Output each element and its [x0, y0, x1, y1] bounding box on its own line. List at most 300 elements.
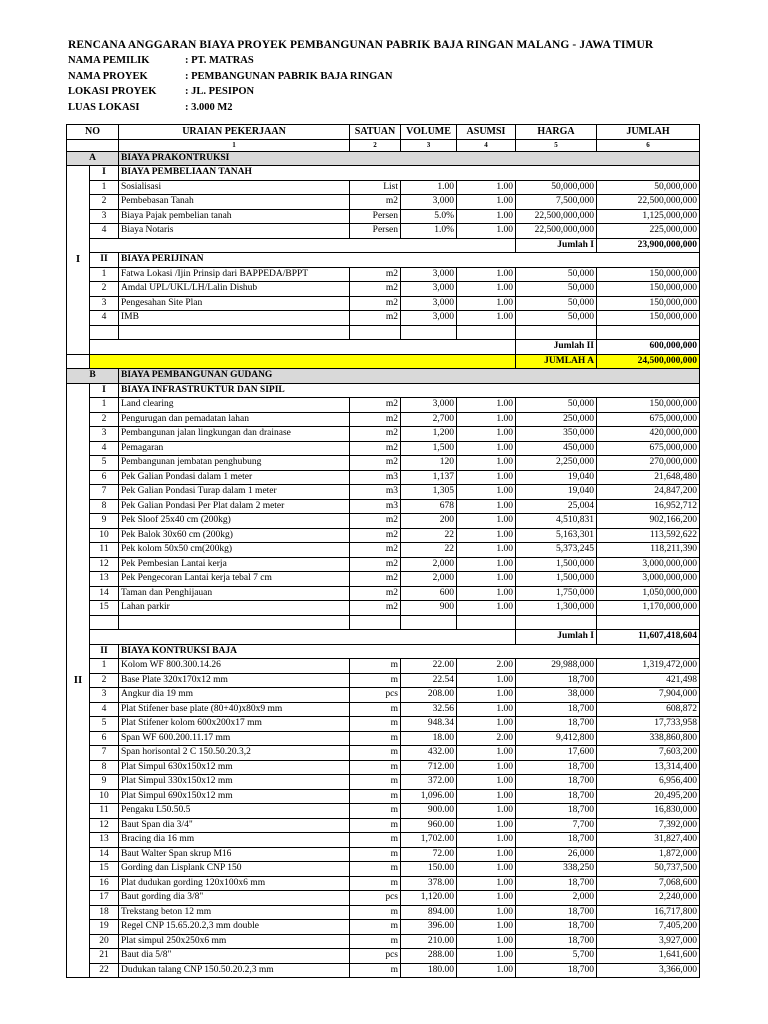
item-amount: 2,240,000	[597, 891, 700, 906]
table-row	[67, 775, 700, 790]
col-index: 6	[597, 139, 700, 151]
group-label: I	[67, 166, 90, 355]
item-unit: m	[350, 775, 401, 790]
item-amount: 50,000,000	[597, 180, 700, 195]
header-field-owner	[68, 53, 653, 69]
table-header-row	[67, 125, 700, 140]
item-volume: 22	[401, 543, 457, 558]
table-row	[67, 601, 700, 616]
item-price: 1,750,000	[516, 586, 597, 601]
item-assumption: 1.00	[457, 311, 516, 326]
item-amount: 17,733,958	[597, 717, 700, 732]
item-assumption: 2.00	[457, 659, 516, 674]
item-number: 4	[90, 702, 119, 717]
item-description: Pek kolom 50x50 cm(200kg)	[119, 543, 350, 558]
item-amount: 420,000,000	[597, 427, 700, 442]
subsection-row	[67, 383, 700, 398]
item-number: 5	[90, 456, 119, 471]
item-assumption: 1.00	[457, 862, 516, 877]
item-description: Plat Simpul 690x150x12 mm	[119, 789, 350, 804]
table-row	[67, 963, 700, 978]
table-row	[67, 470, 700, 485]
item-unit: m	[350, 659, 401, 674]
item-number: 10	[90, 528, 119, 543]
item-volume: 2,700	[401, 412, 457, 427]
item-number: 16	[90, 876, 119, 891]
header-field-location	[68, 84, 653, 100]
item-price: 50,000	[516, 282, 597, 297]
item-description: Bracing dia 16 mm	[119, 833, 350, 848]
item-price: 19,040	[516, 485, 597, 500]
item-assumption: 1.00	[457, 499, 516, 514]
item-unit: m	[350, 818, 401, 833]
subsection-title: BIAYA KONTRUKSI BAJA	[119, 644, 700, 659]
item-amount: 7,603,200	[597, 746, 700, 761]
item-unit: List	[350, 180, 401, 195]
item-description: Baut Span dia 3/4"	[119, 818, 350, 833]
item-volume: 372.00	[401, 775, 457, 790]
item-assumption: 1.00	[457, 804, 516, 819]
item-description: Pek Galian Pondasi dalam 1 meter	[119, 470, 350, 485]
table-row	[67, 731, 700, 746]
item-volume: 678	[401, 499, 457, 514]
item-unit: m2	[350, 282, 401, 297]
item-volume: 3,000	[401, 267, 457, 282]
item-price: 18,700	[516, 833, 597, 848]
item-description: Pek Galian Pondasi Per Plat dalam 2 meter	[119, 499, 350, 514]
item-unit: m	[350, 760, 401, 775]
table-row	[67, 586, 700, 601]
blank-cell	[350, 325, 401, 340]
item-description: Gording dan Lisplank CNP 150	[119, 862, 350, 877]
item-number: 14	[90, 847, 119, 862]
item-description: Plat dudukan gording 120x100x6 mm	[119, 876, 350, 891]
item-assumption: 1.00	[457, 209, 516, 224]
item-amount: 1,641,600	[597, 949, 700, 964]
item-description: Pembebasan Tanah	[119, 195, 350, 210]
item-assumption: 1.00	[457, 688, 516, 703]
item-volume: 3,000	[401, 398, 457, 413]
item-price: 18,700	[516, 760, 597, 775]
item-volume: 1.00	[401, 180, 457, 195]
item-volume: 18.00	[401, 731, 457, 746]
item-assumption: 1.00	[457, 180, 516, 195]
item-amount: 338,860,800	[597, 731, 700, 746]
item-description: Trekstang beton 12 mm	[119, 905, 350, 920]
table-row	[67, 760, 700, 775]
item-unit: Persen	[350, 224, 401, 239]
item-amount: 7,904,000	[597, 688, 700, 703]
item-price: 50,000	[516, 311, 597, 326]
blank-cell	[597, 615, 700, 630]
item-description: Base Plate 320x170x12 mm	[119, 673, 350, 688]
item-number: 2	[90, 673, 119, 688]
item-description: Pengurugan dan pemadatan lahan	[119, 412, 350, 427]
item-price: 18,700	[516, 717, 597, 732]
item-amount: 1,319,472,000	[597, 659, 700, 674]
grand-total-row	[67, 354, 700, 369]
total-spacer	[90, 630, 516, 645]
item-description: Pembangunan jalan lingkungan dan drainase	[119, 427, 350, 442]
total-label: Jumlah II	[516, 340, 597, 355]
section-title: BIAYA PRAKONTRUKSI	[119, 151, 700, 166]
col-index: 2	[350, 139, 401, 151]
item-amount: 150,000,000	[597, 282, 700, 297]
item-volume: 396.00	[401, 920, 457, 935]
total-spacer	[90, 340, 516, 355]
item-description: Span horisontal 2 C 150.50.20.3,2	[119, 746, 350, 761]
item-unit: m	[350, 717, 401, 732]
item-volume: 120	[401, 456, 457, 471]
item-volume: 3,000	[401, 195, 457, 210]
subsection-row	[67, 166, 700, 181]
item-price: 1,500,000	[516, 557, 597, 572]
item-volume: 3,000	[401, 296, 457, 311]
blank-row	[67, 325, 700, 340]
total-amount: 23,900,000,000	[597, 238, 700, 253]
item-description: Pengaku L50.50.5	[119, 804, 350, 819]
item-amount: 902,166,200	[597, 514, 700, 529]
item-assumption: 1.00	[457, 775, 516, 790]
item-volume: 900	[401, 601, 457, 616]
item-unit: m	[350, 963, 401, 978]
item-assumption: 1.00	[457, 934, 516, 949]
table-row	[67, 485, 700, 500]
item-description: Plat Simpul 630x150x12 mm	[119, 760, 350, 775]
item-assumption: 1.00	[457, 441, 516, 456]
item-description: Sosialisasi	[119, 180, 350, 195]
table-body	[67, 151, 700, 978]
item-number: 5	[90, 717, 119, 732]
item-price: 1,500,000	[516, 572, 597, 587]
table-row	[67, 499, 700, 514]
item-amount: 3,927,000	[597, 934, 700, 949]
item-volume: 32.56	[401, 702, 457, 717]
item-price: 50,000	[516, 398, 597, 413]
item-assumption: 1.00	[457, 557, 516, 572]
item-description: Lahan parkir	[119, 601, 350, 616]
table-row	[67, 296, 700, 311]
item-volume: 960.00	[401, 818, 457, 833]
item-amount: 22,500,000,000	[597, 195, 700, 210]
item-assumption: 1.00	[457, 891, 516, 906]
col-index: 1	[119, 139, 350, 151]
item-assumption: 1.00	[457, 282, 516, 297]
table-row	[67, 905, 700, 920]
item-number: 9	[90, 514, 119, 529]
table-row	[67, 180, 700, 195]
item-price: 7,700	[516, 818, 597, 833]
item-volume: 288.00	[401, 949, 457, 964]
item-assumption: 1.00	[457, 760, 516, 775]
subsection-number: II	[90, 253, 119, 268]
item-description: Pek Balok 30x60 cm (200kg)	[119, 528, 350, 543]
item-amount: 21,648,480	[597, 470, 700, 485]
item-assumption: 1.00	[457, 514, 516, 529]
item-unit: pcs	[350, 949, 401, 964]
item-number: 6	[90, 470, 119, 485]
item-price: 38,000	[516, 688, 597, 703]
total-label: Jumlah I	[516, 238, 597, 253]
table-row	[67, 267, 700, 282]
blank-cell	[350, 615, 401, 630]
item-unit: m2	[350, 601, 401, 616]
item-unit: m2	[350, 528, 401, 543]
item-amount: 3,000,000,000	[597, 557, 700, 572]
item-volume: 1,137	[401, 470, 457, 485]
item-amount: 16,717,800	[597, 905, 700, 920]
field-label: LOKASI PROYEK	[68, 86, 157, 97]
blank-cell	[457, 325, 516, 340]
group-label-empty	[67, 354, 90, 369]
total-amount: 24,500,000,000	[597, 354, 700, 369]
item-amount: 1,050,000,000	[597, 586, 700, 601]
section-letter: A	[67, 151, 119, 166]
item-assumption: 1.00	[457, 572, 516, 587]
blank-cell	[401, 325, 457, 340]
item-unit: m2	[350, 296, 401, 311]
item-volume: 180.00	[401, 963, 457, 978]
table-row	[67, 514, 700, 529]
item-description: Regel CNP 15.65.20.2,3 mm double	[119, 920, 350, 935]
item-description: Plat Stifener base plate (80+40)x80x9 mm	[119, 702, 350, 717]
item-unit: m2	[350, 311, 401, 326]
item-amount: 7,068,600	[597, 876, 700, 891]
item-amount: 7,392,000	[597, 818, 700, 833]
table-row	[67, 789, 700, 804]
item-price: 4,510,831	[516, 514, 597, 529]
document-title: RENCANA ANGGARAN BIAYA PROYEK PEMBANGUNAN PABRIK BAJA RINGAN MALANG - JAWA TIMUR	[68, 39, 654, 51]
item-volume: 3,000	[401, 311, 457, 326]
table-row	[67, 659, 700, 674]
item-price: 18,700	[516, 673, 597, 688]
item-amount: 7,405,200	[597, 920, 700, 935]
item-description: Pek Pembesian Lantai kerja	[119, 557, 350, 572]
item-description: Amdal UPL/UKL/LH/Lalin Dishub	[119, 282, 350, 297]
item-assumption: 1.00	[457, 296, 516, 311]
item-assumption: 1.00	[457, 949, 516, 964]
subtotal-row	[67, 340, 700, 355]
item-unit: m	[350, 876, 401, 891]
item-description: Pengesahan Site Plan	[119, 296, 350, 311]
item-price: 5,700	[516, 949, 597, 964]
item-price: 18,700	[516, 804, 597, 819]
item-assumption: 1.00	[457, 833, 516, 848]
col-header: ASUMSI	[457, 125, 516, 140]
item-price: 350,000	[516, 427, 597, 442]
total-spacer	[90, 238, 516, 253]
item-amount: 3,000,000,000	[597, 572, 700, 587]
item-assumption: 1.00	[457, 746, 516, 761]
item-assumption: 1.00	[457, 456, 516, 471]
item-unit: m2	[350, 398, 401, 413]
col-header: NO	[67, 125, 119, 140]
subtotal-row	[67, 238, 700, 253]
item-volume: 900.00	[401, 804, 457, 819]
table-row	[67, 398, 700, 413]
subsection-title: BIAYA PERIJINAN	[119, 253, 700, 268]
table-row	[67, 209, 700, 224]
item-price: 5,373,245	[516, 543, 597, 558]
item-assumption: 1.00	[457, 920, 516, 935]
item-volume: 894.00	[401, 905, 457, 920]
table-row	[67, 673, 700, 688]
item-unit: Persen	[350, 209, 401, 224]
item-number: 2	[90, 412, 119, 427]
item-number: 4	[90, 441, 119, 456]
item-unit: m2	[350, 441, 401, 456]
item-number: 6	[90, 731, 119, 746]
item-unit: m2	[350, 427, 401, 442]
item-volume: 22.00	[401, 659, 457, 674]
item-description: Biaya Notaris	[119, 224, 350, 239]
item-number: 7	[90, 746, 119, 761]
item-number: 7	[90, 485, 119, 500]
table-row	[67, 934, 700, 949]
table-row	[67, 528, 700, 543]
item-assumption: 1.00	[457, 267, 516, 282]
table-row	[67, 543, 700, 558]
item-number: 11	[90, 543, 119, 558]
item-number: 8	[90, 499, 119, 514]
blank-cell	[90, 325, 119, 340]
table-row	[67, 847, 700, 862]
blank-cell	[119, 325, 350, 340]
item-volume: 208.00	[401, 688, 457, 703]
item-price: 338,250	[516, 862, 597, 877]
item-description: Pemagaran	[119, 441, 350, 456]
total-amount: 600,000,000	[597, 340, 700, 355]
item-amount: 225,000,000	[597, 224, 700, 239]
item-number: 2	[90, 282, 119, 297]
item-volume: 432.00	[401, 746, 457, 761]
item-description: Baut dia 5/8"	[119, 949, 350, 964]
field-value: : 3.000 M2	[185, 101, 233, 113]
item-description: Baut gording dia 3/8"	[119, 891, 350, 906]
item-amount: 16,952,712	[597, 499, 700, 514]
blank-cell	[597, 325, 700, 340]
item-amount: 20,495,200	[597, 789, 700, 804]
header-field-project	[68, 69, 653, 85]
item-description: Fatwa Lokasi /Ijin Prinsip dari BAPPEDA/BPPT	[119, 267, 350, 282]
item-price: 25,004	[516, 499, 597, 514]
item-unit: m2	[350, 267, 401, 282]
blank-row	[67, 615, 700, 630]
item-description: Land clearing	[119, 398, 350, 413]
item-price: 50,000	[516, 267, 597, 282]
blank-cell	[457, 615, 516, 630]
table-row	[67, 717, 700, 732]
table-row	[67, 224, 700, 239]
item-number: 11	[90, 804, 119, 819]
item-assumption: 1.00	[457, 224, 516, 239]
item-assumption: 2.00	[457, 731, 516, 746]
item-assumption: 1.00	[457, 905, 516, 920]
col-index: 4	[457, 139, 516, 151]
item-description: Taman dan Penghijauan	[119, 586, 350, 601]
table-row	[67, 688, 700, 703]
table-row	[67, 412, 700, 427]
item-amount: 150,000,000	[597, 296, 700, 311]
item-description: Plat simpul 250x250x6 mm	[119, 934, 350, 949]
item-price: 18,700	[516, 789, 597, 804]
item-number: 12	[90, 557, 119, 572]
item-price: 18,700	[516, 963, 597, 978]
col-header: HARGA	[516, 125, 597, 140]
section-row	[67, 369, 700, 384]
item-assumption: 1.00	[457, 673, 516, 688]
item-number: 9	[90, 775, 119, 790]
item-assumption: 1.00	[457, 818, 516, 833]
item-unit: m	[350, 847, 401, 862]
section-letter: B	[67, 369, 119, 384]
item-assumption: 1.00	[457, 702, 516, 717]
item-unit: m2	[350, 543, 401, 558]
item-number: 21	[90, 949, 119, 964]
item-volume: 600	[401, 586, 457, 601]
item-number: 18	[90, 905, 119, 920]
item-unit: m2	[350, 456, 401, 471]
item-amount: 16,830,000	[597, 804, 700, 819]
column-index-row	[67, 139, 700, 151]
item-unit: m2	[350, 195, 401, 210]
field-value: : JL. PESIPON	[185, 86, 255, 97]
item-number: 14	[90, 586, 119, 601]
item-description: Angkur dia 19 mm	[119, 688, 350, 703]
table-row	[67, 876, 700, 891]
item-amount: 31,827,400	[597, 833, 700, 848]
table-row	[67, 804, 700, 819]
item-number: 8	[90, 760, 119, 775]
item-volume: 1.0%	[401, 224, 457, 239]
table-row	[67, 920, 700, 935]
table-row	[67, 557, 700, 572]
item-price: 18,700	[516, 702, 597, 717]
item-unit: m2	[350, 412, 401, 427]
table-row	[67, 891, 700, 906]
item-unit: m3	[350, 470, 401, 485]
item-number: 1	[90, 267, 119, 282]
item-amount: 1,872,000	[597, 847, 700, 862]
budget-table	[66, 124, 700, 978]
field-label: NAMA PEMILIK	[68, 55, 150, 66]
item-assumption: 1.00	[457, 543, 516, 558]
item-number: 12	[90, 818, 119, 833]
item-assumption: 1.00	[457, 412, 516, 427]
item-volume: 1,120.00	[401, 891, 457, 906]
item-amount: 270,000,000	[597, 456, 700, 471]
item-assumption: 1.00	[457, 847, 516, 862]
total-spacer	[90, 354, 516, 369]
item-number: 1	[90, 180, 119, 195]
document-header	[68, 37, 653, 115]
item-assumption: 1.00	[457, 601, 516, 616]
item-assumption: 1.00	[457, 398, 516, 413]
subsection-number: I	[90, 166, 119, 181]
item-number: 3	[90, 296, 119, 311]
item-price: 19,040	[516, 470, 597, 485]
section-title: BIAYA PEMBANGUNAN GUDANG	[119, 369, 700, 384]
table-row	[67, 949, 700, 964]
item-number: 1	[90, 659, 119, 674]
subsection-row	[67, 253, 700, 268]
item-amount: 150,000,000	[597, 398, 700, 413]
item-volume: 72.00	[401, 847, 457, 862]
item-description: Kolom WF 800.300.14.26	[119, 659, 350, 674]
field-value: : PT. MATRAS	[185, 55, 254, 66]
col-index: 5	[516, 139, 597, 151]
item-unit: m2	[350, 572, 401, 587]
